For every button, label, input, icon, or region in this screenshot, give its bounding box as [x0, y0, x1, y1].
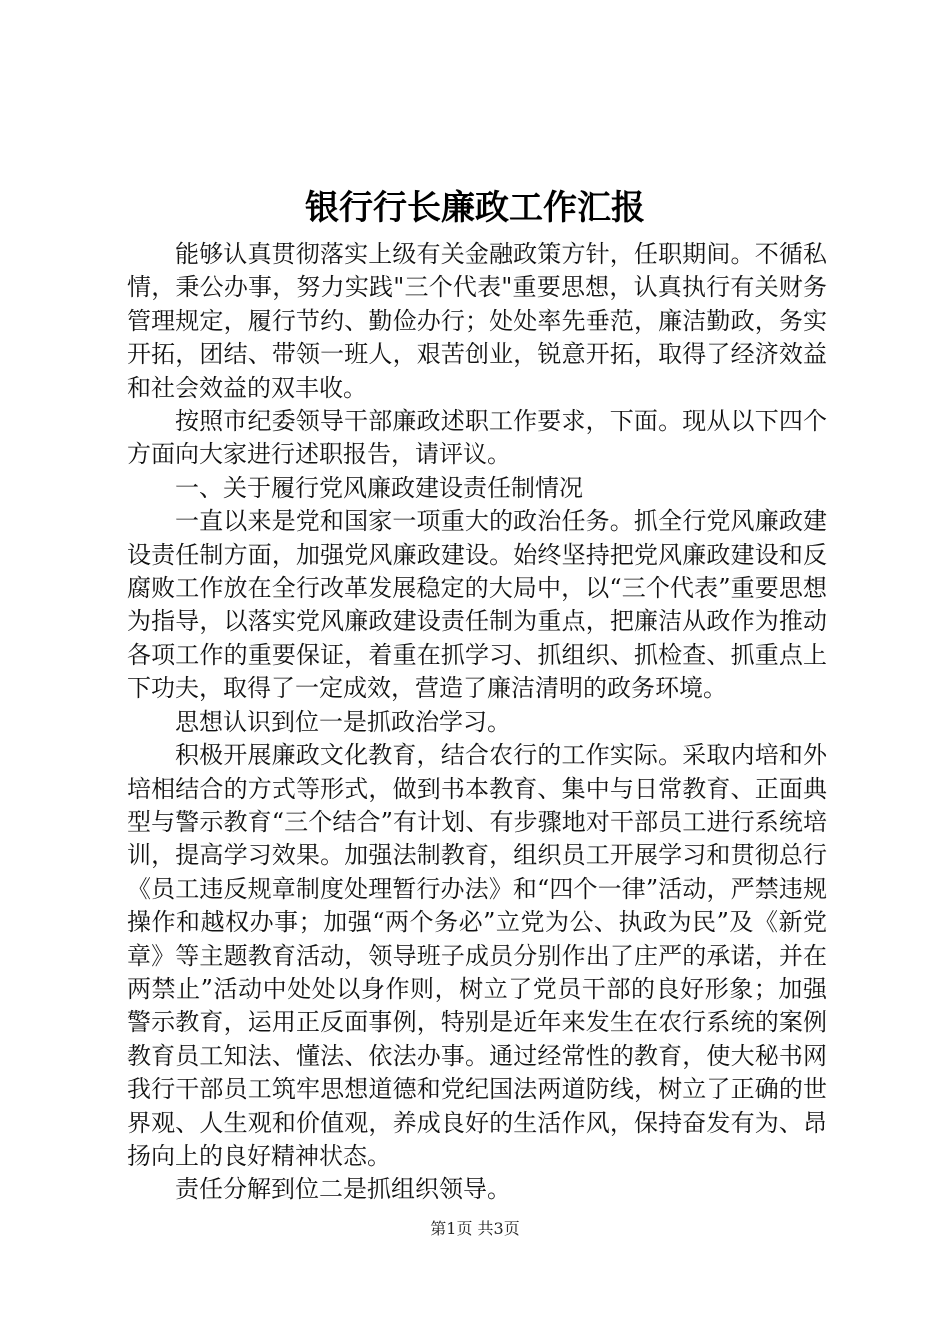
page-footer: 第1页 共3页 [430, 1219, 520, 1238]
paragraph: 能够认真贯彻落实上级有关金融政策方针，任职期间。不循私情，秉公办事，努力实践"三个代表"重要思想，认真执行有关财务管理规定，履行节约、勤俭办行；处处率先垂范，廉洁勤政，务实开拓，团结、带领一班人，艰苦创业，锐意开拓，取得了经济效益和社会效益的双丰收。 [127, 240, 827, 402]
document-body [127, 238, 827, 1207]
paragraph: 积极开展廉政文化教育，结合农行的工作实际。采取内培和外培相结合的方式等形式，做到书本教育、集中与日常教育、正面典型与警示教育“三个结合”有计划、有步骤地对干部员工进行系统培训，提高学习效果。加强法制教育，组织员工开展学习和贯彻总行《员工违反规章制度处理暂行办法》和“四个一律”活动，严禁违规操作和越权办事；加强“两个务必”立党为公、执政为民”及《新党章》等主题教育活动，领导班子成员分别作出了庄严的承诺，并在两禁止”活动中处处以身作则，树立了党员干部的良好形象；加强警示教育，运用正反面事例，特别是近年来发生在农行系统的案例教育员工知法、懂法、依法办事。通过经常性的教育，使大秘书网我行干部员工筑牢思想道德和党纪国法两道防线，树立了正确的世界观、人生观和价值观，养成良好的生活作风，保持奋发有为、昂扬向上的良好精神状态。 [127, 741, 827, 1170]
paragraph: 一直以来是党和国家一项重大的政治任务。抓全行党风廉政建设责任制方面，加强党风廉政建设。始终坚持把党风廉政建设和反腐败工作放在全行改革发展稳定的大局中，以“三个代表”重要思想为指导，以落实党风廉政建设责任制为重点，把廉洁从政作为推动各项工作的重要保证，着重在抓学习、抓组织、抓检查、抓重点上下功夫，取得了一定成效，营造了廉洁清明的政务环境。 [127, 507, 827, 703]
subsection-heading: 思想认识到位一是抓政治学习。 [175, 707, 511, 736]
section-heading: 一、关于履行党风廉政建设责任制情况 [175, 473, 583, 502]
subsection-heading: 责任分解到位二是抓组织领导。 [175, 1175, 511, 1204]
document-title: 银行行长廉政工作汇报 [305, 188, 645, 228]
paragraph: 按照市纪委领导干部廉政述职工作要求，下面。现从以下四个方面向大家进行述职报告，请评议。 [127, 407, 827, 469]
